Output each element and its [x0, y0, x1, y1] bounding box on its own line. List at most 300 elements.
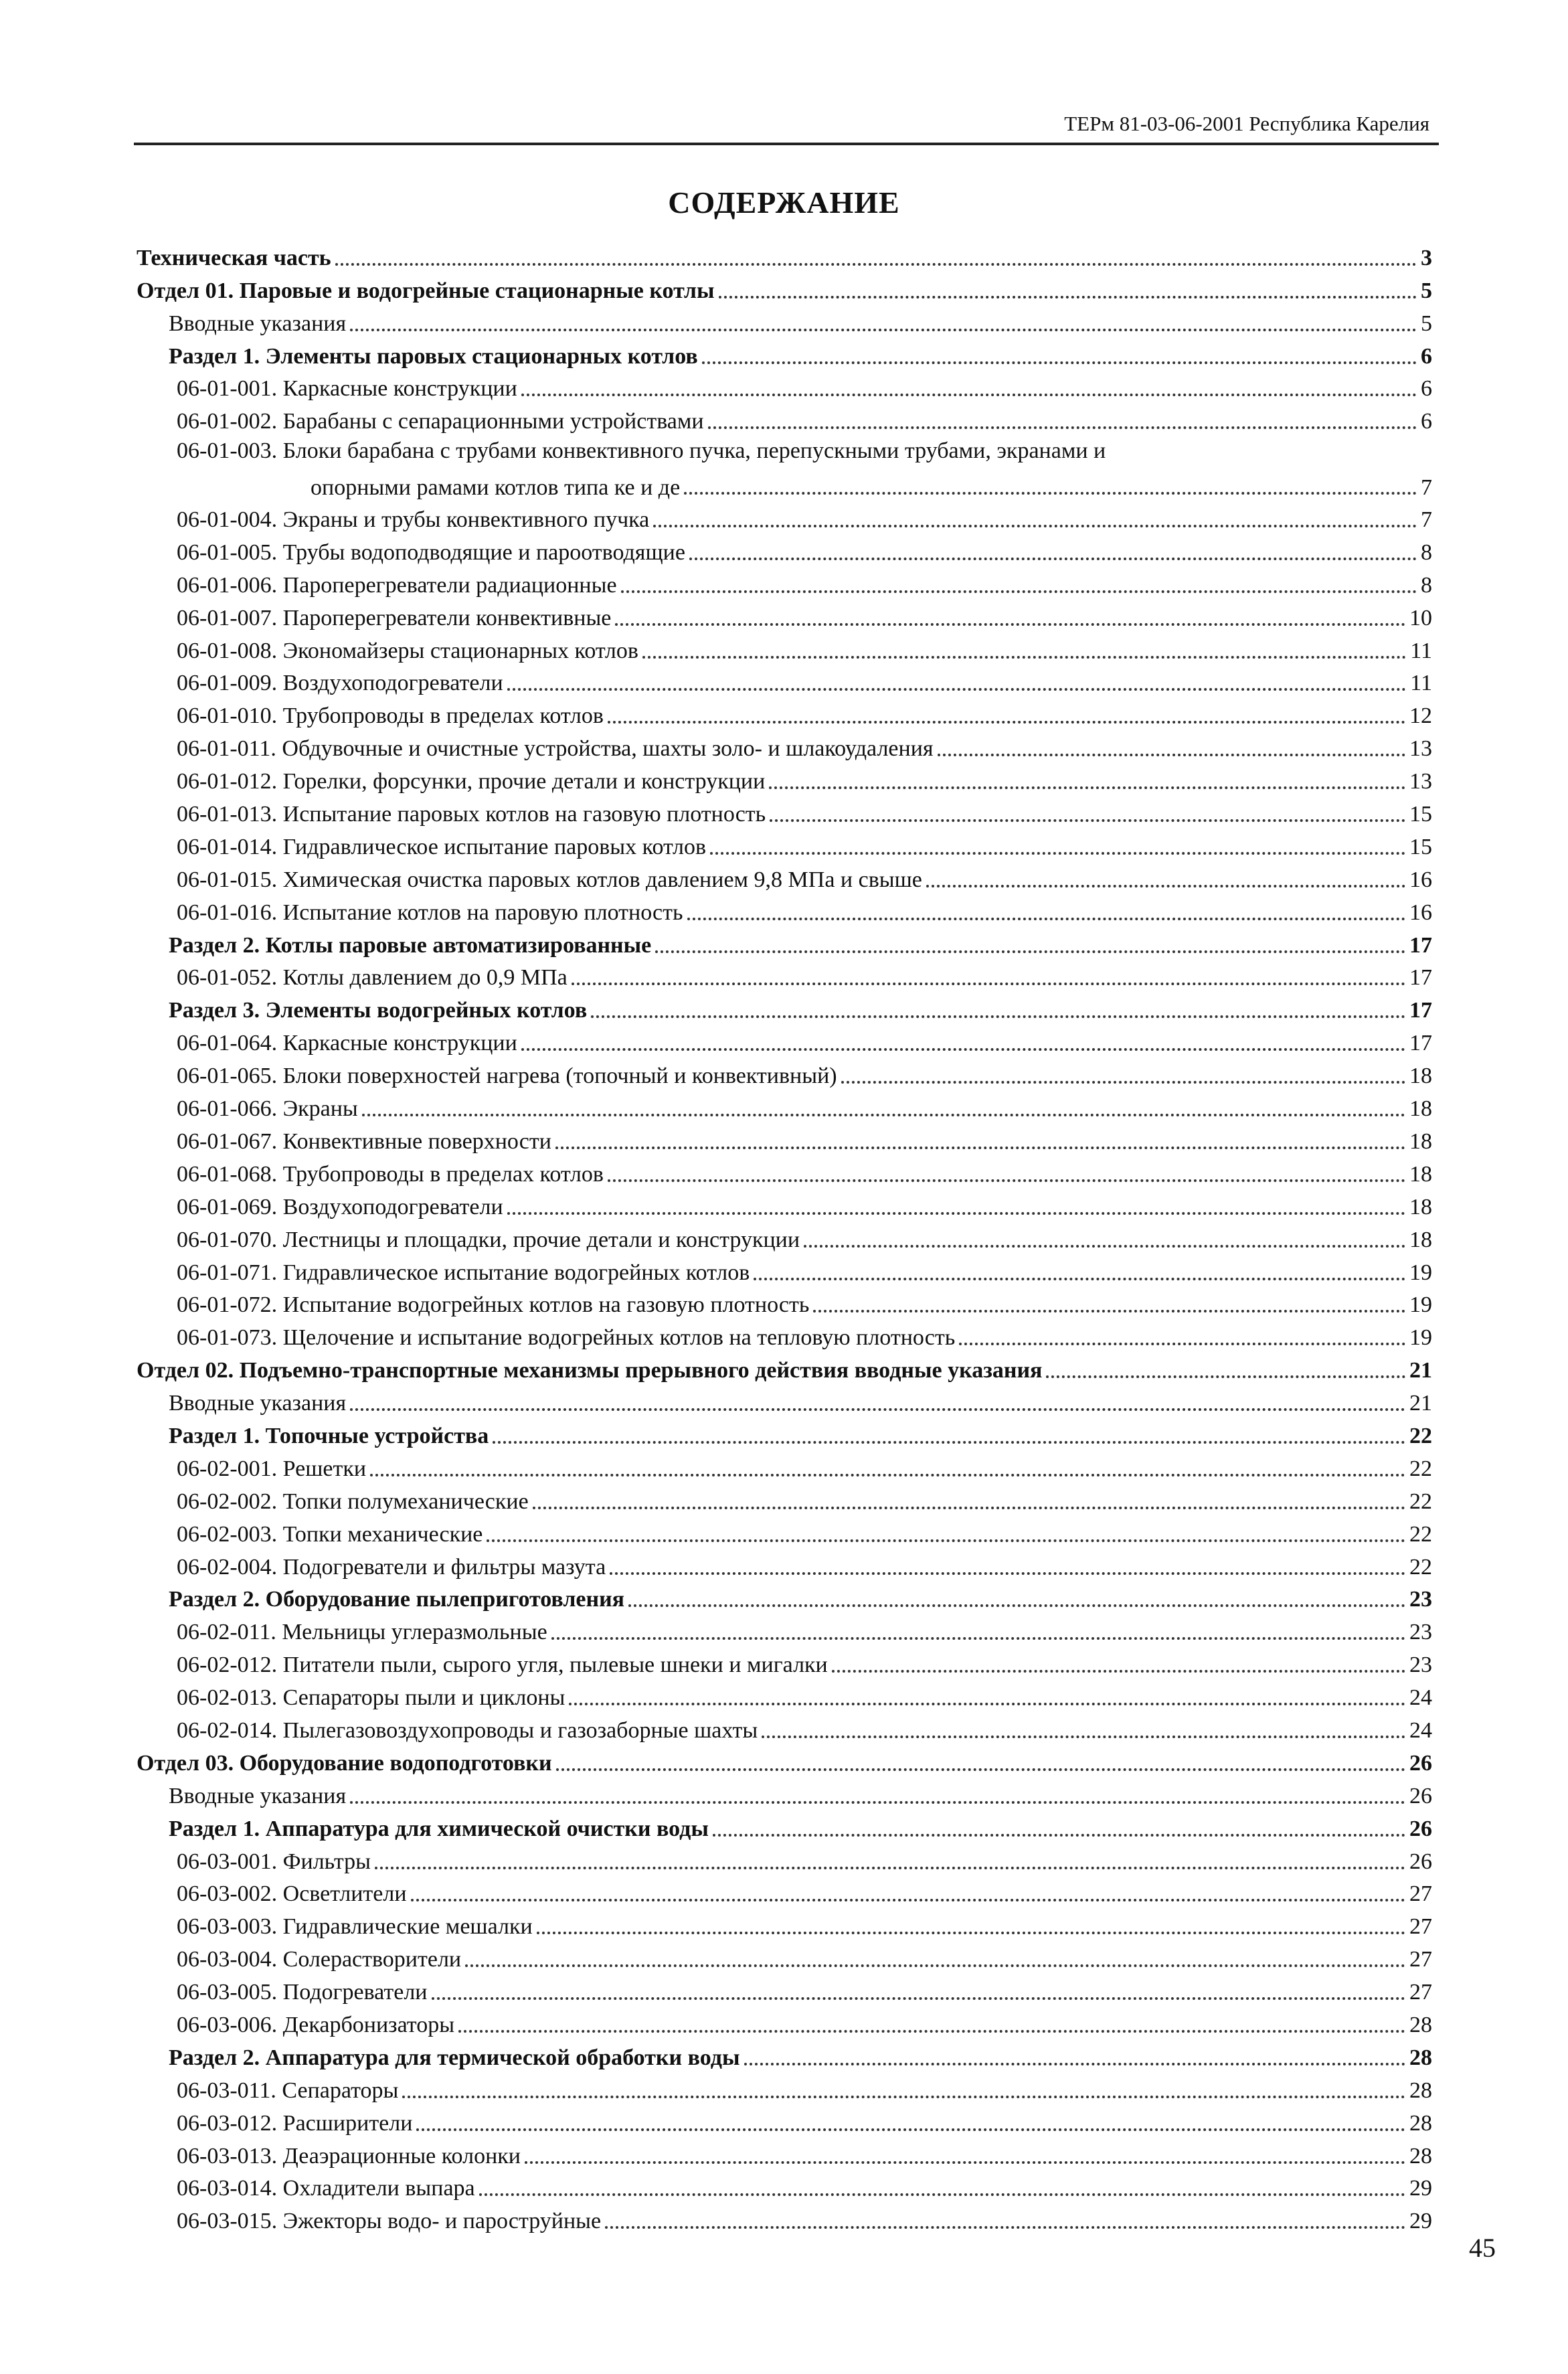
toc-entry-code: 06-01-004. [177, 507, 283, 533]
dot-leader [465, 1964, 1405, 1967]
dot-leader [416, 2128, 1405, 2131]
toc-entry-text: Подогреватели [282, 1980, 428, 2005]
toc-entry[interactable] [137, 762, 1432, 795]
toc-entry-page: 18 [1409, 1096, 1432, 1122]
dot-leader [458, 2030, 1405, 2033]
dot-leader [769, 786, 1405, 789]
toc-entry-page: 18 [1409, 1064, 1432, 1089]
toc-entry-code: 06-03-011. [177, 2078, 282, 2103]
toc-entry-text: Раздел 3. Элементы водогрейных котлов [169, 998, 588, 1023]
toc-entry-code: 06-01-005. [177, 539, 283, 565]
toc-entry[interactable] [137, 2104, 1432, 2137]
toc-entry[interactable] [137, 1907, 1432, 1940]
toc-entry[interactable] [137, 1122, 1432, 1155]
toc-entry[interactable] [137, 1221, 1432, 1254]
toc-entry-title [177, 1685, 565, 1711]
toc-entry[interactable] [137, 1254, 1432, 1286]
dot-leader [804, 1245, 1405, 1248]
toc-entry-title [177, 1652, 828, 1679]
toc-entry-code: 06-02-012. [177, 1652, 283, 1678]
toc-entry[interactable] [137, 1973, 1432, 2006]
dot-leader [525, 2161, 1405, 2164]
toc-entry-text: Подогреватели и фильтры мазута [282, 1554, 606, 1580]
toc-entry-code: 06-02-014. [177, 1717, 283, 1743]
toc-entry-page: 26 [1409, 1849, 1432, 1874]
toc-entry[interactable] [137, 2039, 1432, 2071]
toc-entry-page: 17 [1409, 1031, 1432, 1056]
toc-entry-page: 27 [1409, 1881, 1432, 1907]
toc-entry-code: 06-01-011. [177, 736, 282, 762]
toc-entry-page: 17 [1409, 932, 1432, 958]
toc-entry-code: 06-02-004. [177, 1554, 283, 1580]
dot-leader [655, 950, 1405, 953]
dot-leader [744, 2063, 1405, 2065]
dot-leader [708, 426, 1417, 429]
toc-entry-text: Отдел 01. Паровые и водогрейные стационарные котлы [137, 278, 715, 303]
toc-entry[interactable] [137, 1613, 1432, 1646]
toc-entry-code: 06-01-070. [177, 1227, 283, 1252]
document-code: ТЕРм 81-03-06-2001 Республика Карелия [1064, 112, 1429, 135]
toc-entry-text: Экономайзеры стационарных котлов [282, 638, 638, 663]
toc-entry[interactable] [137, 239, 1432, 272]
toc-entry-page: 6 [1421, 343, 1432, 369]
toc-entry-code: 06-03-014. [177, 2176, 283, 2201]
toc-entry-title [177, 375, 517, 402]
toc-entry-title [177, 2143, 521, 2170]
dot-leader [1046, 1375, 1405, 1378]
toc-entry[interactable] [137, 1744, 1432, 1777]
dot-leader [689, 558, 1417, 560]
toc-entry-text: Раздел 2. Котлы паровые автоматизированные [169, 932, 652, 958]
toc-entry[interactable] [137, 1417, 1432, 1450]
toc-entry[interactable] [137, 861, 1432, 894]
dot-leader [754, 1278, 1405, 1280]
toc-entry-title: Блоки барабана с трубами конвективного пучка, перепускными трубами, экранами и [277, 438, 1106, 464]
toc-entry-page: 24 [1409, 1717, 1432, 1743]
toc-entry-page: 26 [1409, 1783, 1432, 1808]
dot-leader [350, 1801, 1405, 1804]
toc-entry[interactable] [137, 991, 1432, 1024]
toc-entry-title [177, 1881, 407, 1907]
toc-entry[interactable] [137, 730, 1432, 762]
toc-entry[interactable] [137, 1286, 1432, 1319]
toc-entry[interactable] [137, 533, 1432, 566]
dot-leader [350, 1408, 1405, 1411]
toc-entry-title [177, 1521, 483, 1548]
toc-entry-text: Испытание котлов на паровую плотность [282, 900, 683, 925]
toc-entry-title [177, 1194, 503, 1221]
dot-leader [370, 1474, 1405, 1476]
toc-entry-page: 22 [1409, 1489, 1432, 1514]
dot-leader [605, 2226, 1405, 2229]
toc-entry-text: Техническая часть [137, 245, 331, 270]
dot-leader [841, 1081, 1405, 1084]
toc-entry-page: 19 [1409, 1292, 1432, 1318]
toc-entry[interactable] [137, 665, 1432, 697]
toc-entry-line [177, 468, 1432, 501]
toc-entry-code: 06-02-001. [177, 1456, 283, 1481]
toc-entry[interactable] [137, 566, 1432, 599]
toc-entry-text: Гидравлическое испытание водогрейных котлов [282, 1260, 750, 1285]
toc-entry-title [177, 703, 604, 730]
toc-entry-title [169, 311, 346, 337]
toc-entry[interactable] [137, 959, 1432, 992]
toc-entry-code: 06-01-069. [177, 1194, 283, 1219]
toc-entry[interactable] [137, 2006, 1432, 2039]
toc-entry-text: Каркасные конструкции [282, 1031, 517, 1056]
toc-entry-page: 28 [1409, 2110, 1432, 2136]
toc-entry-text: Солерастворители [282, 1947, 462, 1972]
toc-entry-code: 06-02-003. [177, 1521, 283, 1547]
toc-entry-text: Решетки [282, 1456, 367, 1481]
toc-entry-text: Раздел 1. Элементы паровых стационарных котлов [169, 343, 698, 369]
toc-entry-page: 23 [1409, 1620, 1432, 1645]
dot-leader [362, 1114, 1405, 1116]
toc-entry[interactable] [137, 1024, 1432, 1057]
dot-leader [926, 885, 1405, 887]
toc-entry-page: 11 [1410, 671, 1432, 696]
toc-entry-text: Раздел 2. Оборудование пылеприготовления [169, 1587, 625, 1612]
toc-entry-code: 06-01-012. [177, 769, 283, 794]
dot-leader [569, 1703, 1405, 1705]
toc-entry-title [177, 1619, 547, 1646]
toc-entry-page: 15 [1409, 834, 1432, 859]
toc-entry-title [177, 964, 568, 991]
toc-entry-code: 06-01-064. [177, 1031, 283, 1056]
dot-leader [713, 1834, 1405, 1837]
toc-entry[interactable] [137, 1384, 1432, 1417]
toc-entry-title [177, 1489, 529, 1515]
toc-entry-title [177, 1554, 606, 1581]
toc-entry-text: Питатели пыли, сырого угля, пылевые шнеки и мигалки [282, 1652, 828, 1678]
toc-entry-page: 17 [1409, 965, 1432, 991]
toc-entry-title [137, 1750, 552, 1777]
page-number: 45 [1469, 2233, 1496, 2263]
toc-entry[interactable] [137, 337, 1432, 370]
table-of-contents [137, 239, 1432, 2235]
toc-entry-text: Сепараторы пыли и циклоны [282, 1685, 565, 1711]
toc-entry-code: 06-03-013. [177, 2143, 283, 2169]
dot-leader [555, 1147, 1405, 1149]
toc-entry[interactable] [137, 894, 1432, 926]
toc-entry[interactable] [137, 2137, 1432, 2170]
toc-entry-code: 06-03-005. [177, 1980, 283, 2005]
toc-entry-text: Раздел 1. Аппаратура для химической очистки воды [169, 1816, 709, 1841]
toc-entry-title [177, 1325, 955, 1351]
toc-entry[interactable] [137, 1450, 1432, 1482]
toc-entry-text: Топки полумеханические [282, 1489, 529, 1514]
toc-entry-page: 18 [1409, 1194, 1432, 1219]
toc-entry[interactable] [137, 1810, 1432, 1843]
toc-entry[interactable] [137, 1482, 1432, 1515]
dot-leader [402, 2096, 1405, 2098]
toc-entry[interactable] [137, 2170, 1432, 2203]
toc-entry-page: 18 [1409, 1128, 1432, 1154]
toc-entry-page: 16 [1409, 900, 1432, 925]
toc-entry-text: Эжекторы водо- и пароструйные [282, 2209, 602, 2234]
toc-entry-text: Воздухоподогреватели [282, 1194, 503, 1219]
toc-entry-code: 06-03-015. [177, 2209, 283, 2234]
toc-entry-code: 06-01-016. [177, 900, 283, 925]
toc-entry-title [177, 2175, 475, 2202]
toc-entry[interactable] [137, 1057, 1432, 1090]
toc-entry-page: 6 [1421, 409, 1432, 434]
toc-entry-text: Щелочение и испытание водогрейных котлов на тепловую плотность [282, 1325, 956, 1351]
toc-entry-line [177, 435, 1432, 468]
toc-entry-code: 06-01-001. [177, 376, 283, 402]
toc-entry-title [169, 2045, 740, 2071]
toc-entry-code: 06-02-011. [177, 1620, 282, 1645]
toc-entry[interactable] [137, 1679, 1432, 1711]
toc-entry-text: Отдел 02. Подъемно-транспортные механизмы прерывного действия вводные указания [137, 1358, 1043, 1383]
toc-entry-page: 19 [1409, 1325, 1432, 1351]
toc-entry-title [177, 1292, 809, 1319]
toc-entry-text: Вводные указания [169, 1783, 347, 1808]
toc-entry-text: Обдувочные и очистные устройства, шахты золо- и шлакоудаления [282, 736, 934, 762]
toc-entry-text: Расширители [282, 2110, 413, 2136]
toc-entry-text: Мельницы углеразмольные [282, 1620, 547, 1645]
page-header [134, 110, 1439, 145]
toc-entry-title [177, 1849, 371, 1875]
toc-entry-page: 26 [1409, 1750, 1432, 1776]
toc-entry-page: 23 [1409, 1652, 1432, 1678]
toc-entry-title [177, 2110, 412, 2137]
toc-entry-text: Трубопроводы в пределах котлов [282, 1161, 604, 1187]
toc-entry-page: 26 [1409, 1816, 1432, 1841]
toc-entry-text: Гидравлическое испытание паровых котлов [282, 834, 707, 859]
toc-entry-code: 06-01-066. [177, 1096, 283, 1122]
toc-entry-title [177, 867, 922, 894]
toc-entry-title [177, 2078, 398, 2104]
toc-entry-code: 06-01-009. [177, 671, 283, 696]
dot-leader [537, 1932, 1405, 1934]
dot-leader [572, 983, 1405, 985]
dot-leader [702, 361, 1417, 364]
toc-entry-text: Барабаны с сепарационными устройствами [282, 409, 704, 434]
toc-entry-page: 22 [1409, 1554, 1432, 1580]
toc-entry-title [169, 1586, 624, 1613]
toc-entry[interactable] [137, 926, 1432, 959]
toc-entry[interactable] [137, 632, 1432, 665]
toc-entry-code: 06-01-013. [177, 802, 283, 827]
toc-entry-page: 28 [1409, 2143, 1432, 2169]
toc-entry[interactable] [137, 1875, 1432, 1908]
toc-entry[interactable] [137, 435, 1432, 501]
toc-entry-text: Испытание водогрейных котлов на газовую плотность [282, 1292, 810, 1318]
toc-entry-title [177, 834, 706, 861]
toc-entry-text: Испытание паровых котлов на газовую плотность [282, 802, 766, 827]
toc-entry-code: 06-01-015. [177, 867, 283, 892]
toc-entry-text: Трубы водоподводящие и пароотводящие [282, 539, 685, 565]
dot-leader [832, 1670, 1405, 1673]
dot-leader [608, 1179, 1405, 1182]
dot-leader [938, 754, 1405, 756]
page-title: СОДЕРЖАНИЕ [668, 185, 900, 220]
toc-entry-title [177, 768, 765, 795]
toc-entry[interactable] [137, 1646, 1432, 1679]
toc-entry-code: 06-01-072. [177, 1292, 283, 1318]
toc-entry-title [177, 572, 617, 599]
toc-entry-text: Топки механические [282, 1521, 483, 1547]
toc-entry-title [177, 507, 649, 533]
toc-entry-page: 17 [1409, 998, 1432, 1023]
toc-entry-text: Пылегазовоздухопроводы и газозаборные шахты [282, 1717, 758, 1743]
dot-leader [687, 918, 1406, 920]
toc-entry[interactable] [137, 501, 1432, 533]
toc-entry-page: 24 [1409, 1685, 1432, 1711]
toc-entry-page: 6 [1421, 376, 1432, 402]
toc-entry-code: 06-01-003. [177, 438, 278, 464]
toc-entry[interactable] [137, 795, 1432, 828]
dot-leader [521, 1048, 1405, 1051]
dot-leader [432, 1997, 1406, 2000]
dot-leader [350, 329, 1417, 331]
toc-entry-text: Химическая очистка паровых котлов давлением 9,8 МПа и свыше [282, 867, 922, 892]
toc-entry-code: 06-01-007. [177, 605, 283, 630]
toc-entry[interactable] [137, 1843, 1432, 1875]
toc-entry-page: 15 [1409, 802, 1432, 827]
toc-entry-text: Котлы давлением до 0,9 МПа [282, 965, 568, 991]
toc-entry-page: 23 [1409, 1587, 1432, 1612]
toc-entry-text: Экраны и трубы конвективного пучка [282, 507, 650, 533]
toc-entry-page: 22 [1409, 1456, 1432, 1481]
dot-leader [813, 1310, 1405, 1312]
toc-entry-code: 06-03-002. [177, 1881, 283, 1907]
dot-leader [710, 852, 1405, 855]
toc-entry[interactable] [137, 1090, 1432, 1122]
dot-leader [642, 656, 1406, 659]
toc-entry[interactable] [137, 1777, 1432, 1810]
toc-entry[interactable] [137, 828, 1432, 861]
toc-entry-page: 12 [1409, 703, 1432, 729]
toc-entry[interactable] [137, 370, 1432, 403]
toc-entry[interactable] [137, 1711, 1432, 1744]
toc-entry-page: 11 [1410, 638, 1432, 663]
toc-entry-title [137, 245, 331, 272]
toc-entry-title [177, 1456, 366, 1482]
toc-entry-page: 27 [1409, 1914, 1432, 1940]
toc-entry-page: 7 [1421, 475, 1432, 501]
toc-entry-code: 06-01-071. [177, 1260, 283, 1285]
toc-entry-title [177, 638, 638, 665]
toc-entry-code: 06-01-052. [177, 965, 283, 991]
dot-leader [411, 1899, 1405, 1901]
toc-entry-text: Сепараторы [282, 2078, 399, 2103]
dot-leader [591, 1015, 1405, 1018]
toc-entry[interactable] [137, 1188, 1432, 1221]
toc-entry-page: 28 [1409, 2045, 1432, 2070]
toc-entry[interactable] [137, 1155, 1432, 1188]
toc-entry-title [177, 408, 704, 435]
dot-leader [608, 721, 1405, 724]
toc-entry[interactable] [137, 1319, 1432, 1351]
dot-leader [684, 492, 1417, 495]
toc-entry-title [177, 2012, 454, 2039]
toc-entry-title [169, 343, 698, 370]
toc-entry-title [177, 1030, 517, 1057]
toc-entry-page: 3 [1421, 245, 1432, 270]
toc-entry-title [177, 1227, 800, 1254]
toc-entry-page: 21 [1409, 1391, 1432, 1416]
toc-entry-title [177, 801, 766, 828]
toc-entry-code: 06-03-006. [177, 2012, 283, 2037]
toc-entry-code: 06-01-014. [177, 834, 283, 859]
toc-entry-code: 06-01-068. [177, 1161, 283, 1187]
toc-entry[interactable] [137, 2071, 1432, 2104]
dot-leader [610, 1572, 1405, 1575]
toc-entry-page: 27 [1409, 1947, 1432, 1972]
dot-leader [628, 1604, 1405, 1607]
dot-leader [479, 2193, 1405, 2196]
toc-entry[interactable] [137, 1581, 1432, 1614]
toc-entry-page: 19 [1409, 1260, 1432, 1285]
toc-entry-page: 28 [1409, 2012, 1432, 2037]
dot-leader [551, 1637, 1405, 1640]
dot-leader [335, 263, 1417, 266]
dot-leader [507, 1212, 1405, 1215]
dot-leader [533, 1507, 1405, 1509]
toc-entry-title [177, 1128, 551, 1155]
toc-entry-title [177, 1161, 604, 1188]
toc-entry[interactable] [137, 1351, 1432, 1384]
toc-entry[interactable] [137, 599, 1432, 632]
toc-entry-code: 06-02-013. [177, 1685, 283, 1711]
dot-leader [507, 688, 1407, 691]
toc-entry-page: 22 [1409, 1423, 1432, 1448]
toc-entry-text: Вводные указания [169, 311, 347, 336]
toc-entry[interactable] [137, 697, 1432, 730]
toc-entry-text: Экраны [282, 1096, 358, 1122]
toc-entry-text: Трубопроводы в пределах котлов [282, 703, 604, 729]
toc-entry-title [137, 278, 715, 305]
toc-entry-title [169, 1816, 709, 1843]
toc-entry[interactable] [137, 272, 1432, 305]
toc-entry-title [169, 932, 651, 959]
toc-entry[interactable] [137, 402, 1432, 435]
dot-leader [621, 590, 1417, 593]
toc-entry-title [177, 1260, 750, 1286]
dot-leader [762, 1735, 1405, 1738]
toc-entry-title [177, 900, 683, 926]
toc-entry-code: 06-03-004. [177, 1947, 283, 1972]
toc-entry-title [177, 1717, 758, 1744]
toc-entry-text: Гидравлические мешалки [282, 1914, 533, 1940]
toc-entry-text: Фильтры [282, 1849, 371, 1874]
toc-entry-text: Вводные указания [169, 1391, 347, 1416]
toc-entry-title [169, 1783, 346, 1810]
toc-entry[interactable] [137, 1940, 1432, 1973]
toc-entry-code: 06-01-010. [177, 703, 283, 729]
toc-entry[interactable] [137, 1548, 1432, 1581]
dot-leader [375, 1867, 1405, 1869]
toc-entry-page: 28 [1409, 2078, 1432, 2103]
toc-entry-text: Осветлители [282, 1881, 407, 1907]
toc-entry-page: 13 [1409, 736, 1432, 762]
toc-entry-title [177, 670, 503, 697]
toc-entry-text: Декарбонизаторы [282, 2012, 455, 2037]
toc-entry-code: 06-01-073. [177, 1325, 283, 1351]
toc-entry[interactable] [137, 2202, 1432, 2235]
toc-entry-title [177, 1063, 837, 1090]
toc-entry[interactable] [137, 1515, 1432, 1548]
dot-leader [770, 819, 1405, 822]
toc-entry-text: Отдел 03. Оборудование водоподготовки [137, 1750, 552, 1776]
toc-entry-code: 06-01-006. [177, 572, 283, 598]
toc-entry[interactable] [137, 305, 1432, 337]
dot-leader [493, 1441, 1405, 1444]
dot-leader [653, 525, 1417, 527]
toc-entry-text: Пароперегреватели конвективные [282, 605, 612, 630]
